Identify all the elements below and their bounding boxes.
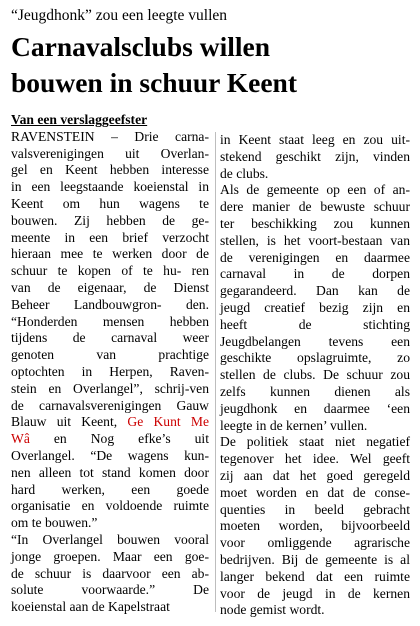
headline-line-2: bouwen in schuur Keent [11,67,298,98]
body-line: dere manier de bewuste schuur [220,199,410,215]
body-line: in Keent staat leeg en zou uit- [220,132,410,147]
column-left [11,112,209,616]
body-line: Jeugdbelangen tevens een [220,333,410,349]
body-line: zij aan dat het goed geregeld [220,467,410,483]
body-line: zelfs kunnen dienen als [220,383,410,399]
left-text-block-2 [11,448,209,616]
body-line: stellen, is het voort-bestaan van [220,232,410,248]
body-line: valsverenigingen uit Overlan- [11,145,209,161]
body-line: “In Overlangel bouwen vooral [11,531,209,547]
body-line: tegenover het idee. Wel geeft [220,451,410,467]
body-line-with-red-name-2 [11,431,209,448]
column-divider [215,132,216,612]
body-line: De politiek staat niet negatief [220,434,410,450]
body-line: gegarandeerd. Dan kan de [220,283,410,299]
club-name-highlight: Ge Kunt Me [127,414,209,430]
body-line: genoten van prachtige [11,347,209,363]
body-line: stekend geschikt zijn, vinden [220,148,410,164]
body-line: leegte in de kernen’ vullen. [220,417,368,433]
body-line: nen alleen tot stand komen door [11,464,209,480]
body-line: carnaval in de dorpen [220,266,410,282]
body-line: de carnavalsverenigingen Gauw [11,397,209,413]
body-line: stellen de clubs. De schuur zou [220,367,410,383]
body-line: gel en Keent hebben interesse [11,162,209,178]
body-line: bouwen. Zij hebben de ge- [11,212,209,228]
body-line: Overlangel. “De wagens kun- [11,447,209,463]
body-line: stein en Overlangel”, schrij-ven [11,380,209,396]
body-line: organisatie en voldoende ruimte [11,498,209,514]
body-line: jeugdhonk en daarmee ‘een [220,400,410,416]
body-line: moet worden en dat de conse- [220,484,410,500]
body-line: meente in een brief verzocht [11,229,209,245]
body-line: voor omliggende agrarische [220,535,410,551]
body-line: heeft de stichting [220,316,410,332]
body-line: Keent om hun wagens te [11,195,209,211]
body-line: node gemist wordt. [220,602,325,618]
body-line: solute voorwaarde.” De [11,582,209,598]
body-line: RAVENSTEIN – Drie carna- [11,128,209,144]
body-line: optochten in Herpen, Raven- [11,363,209,379]
body-line: de verenigingen en daarmee [220,249,410,265]
byline: Van een verslaggeefster [11,112,148,127]
body-line: quenties in beeld gebracht [220,501,410,517]
body-line: “Honderden mensen hebben [11,313,209,329]
body-line: tijdens de carnaval weer [11,330,209,346]
club-name-highlight-2: Wâ [11,431,30,447]
body-line: de clubs. [220,165,269,181]
body-line: de schuur is daarvoor een ab- [11,565,209,581]
right-text-block [220,132,410,619]
body-line: Beheer Landbouwgron- den. [11,296,209,312]
body-line: jonge groepen. Maar een goe- [11,548,209,564]
body-line: van de eigenaar, de Dienst [11,279,209,295]
body-line-with-red-name [11,414,209,431]
column-right [220,132,410,619]
body-line-text: Blauw uit Keent, [11,414,128,430]
body-line: in een leegstaande koeienstal in [11,179,209,195]
body-line: Als de gemeente op een of an- [220,182,410,198]
body-line: moeten worden, bijvoorbeeld [220,518,410,534]
body-line: bedrijven. Bij de gemeente is al [220,551,410,567]
left-text-block [11,129,209,415]
body-line: langer bekend dat een ruimte [220,568,410,584]
body-line: geschikte opslagruimte, zo [220,350,410,366]
body-line-text: en Nog efke’s uit [29,431,209,447]
body-line: om te bouwen.” [11,515,98,531]
body-line: hard werken, een goede [11,481,209,497]
headline-line-1: Carnavalsclubs willen [11,31,270,62]
body-line: ter beschikking zou kunnen [220,215,410,231]
body-line: jeugd creatief bezig zijn en [220,299,410,315]
body-line: koeienstal aan de Kapelstraat [11,599,170,615]
article-kicker: “Jeugdhonk” zou een leegte vullen [11,7,228,24]
body-line: hieraan mee te werken door de [11,246,209,262]
body-line: schuur te kopen of te hu- ren [11,263,209,279]
body-line: voor de jeugd in de kernen [220,585,410,601]
